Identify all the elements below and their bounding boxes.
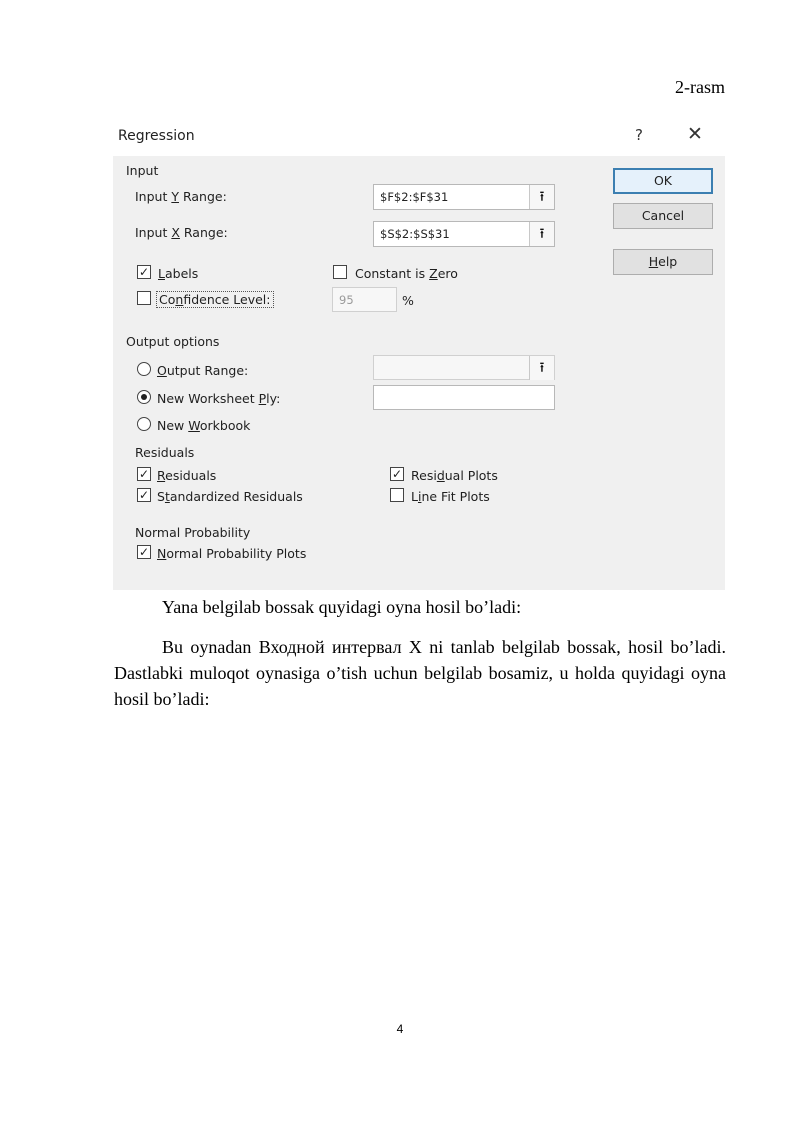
input-x-range-label: Input X Range: [135,225,228,240]
paragraph-1: Yana belgilab bossak quyidagi oyna hosil bo’ladi: [162,597,522,617]
labels-label: Labels [158,266,199,281]
input-x-range-field[interactable] [373,221,555,247]
line-fit-plots-label: Line Fit Plots [411,489,490,504]
figure-label: 2-rasm [675,77,725,97]
residuals-group-label: Residuals [135,445,195,460]
confidence-level-label: Confidence Level: [156,291,274,308]
output-options-group-label: Output options [126,334,220,349]
radio-selected-dot [141,394,147,400]
x-range-collapse-icon[interactable]: ⭱ [529,222,554,246]
new-worksheet-ply-field[interactable] [373,385,555,410]
y-range-collapse-icon[interactable]: ⭱ [529,185,554,209]
regression-dialog [113,118,725,590]
normal-probability-group-label: Normal Probability [135,525,251,540]
new-worksheet-ply-radio[interactable] [137,390,151,404]
confidence-level-value: 95 [339,293,354,307]
output-range-field[interactable] [373,355,555,380]
new-worksheet-ply-label: New Worksheet Ply: [157,391,281,406]
ok-button[interactable]: OK [613,168,713,194]
standardized-residuals-label: Standardized Residuals [157,489,303,504]
constant-zero-label: Constant is Zero [355,266,458,281]
output-range-collapse-icon[interactable]: ⭱ [529,356,554,380]
page-number: 4 [396,1022,404,1036]
normal-probability-plots-label: Normal Probability Plots [157,546,307,561]
new-workbook-radio[interactable] [137,417,151,431]
help-button[interactable]: Help [613,249,713,275]
dialog-title: Regression [118,128,195,144]
output-range-label: Output Range: [157,363,249,378]
confidence-level-field[interactable] [332,287,397,312]
standardized-residuals-checkbox[interactable]: ✓ [138,488,150,502]
input-group-label: Input [126,163,159,178]
input-y-range-label: Input Y Range: [135,189,227,204]
percent-sign: % [402,293,414,308]
dialog-titlebar [113,118,725,156]
input-x-range-value: $S$2:$S$31 [380,227,450,241]
residuals-checkbox[interactable]: ✓ [138,467,150,481]
normal-probability-plots-checkbox[interactable]: ✓ [138,545,150,559]
residuals-label: Residuals [157,468,217,483]
input-y-range-field[interactable] [373,184,555,210]
new-workbook-label: New Workbook [157,418,251,433]
residual-plots-checkbox[interactable]: ✓ [391,467,403,481]
cancel-button[interactable]: Cancel [613,203,713,229]
residual-plots-label: Residual Plots [411,468,498,483]
constant-zero-checkbox[interactable] [333,265,347,279]
confidence-level-checkbox[interactable] [137,291,151,305]
help-question-icon[interactable]: ? [635,126,643,144]
line-fit-plots-checkbox[interactable] [390,488,404,502]
input-y-range-value: $F$2:$F$31 [380,190,449,204]
output-range-radio[interactable] [137,362,151,376]
labels-checkbox[interactable]: ✓ [138,265,150,279]
paragraph-2: Bu oynadan Входной интервал X ni tanlab belgilab bossak, hosil bo’ladi. Dastlabki muloqot oynasiga o’tish uchun belgilab bosamiz, u holda quyidagi oyna hosil bo’ladi: [114,637,726,709]
close-icon[interactable]: ✕ [687,123,703,145]
